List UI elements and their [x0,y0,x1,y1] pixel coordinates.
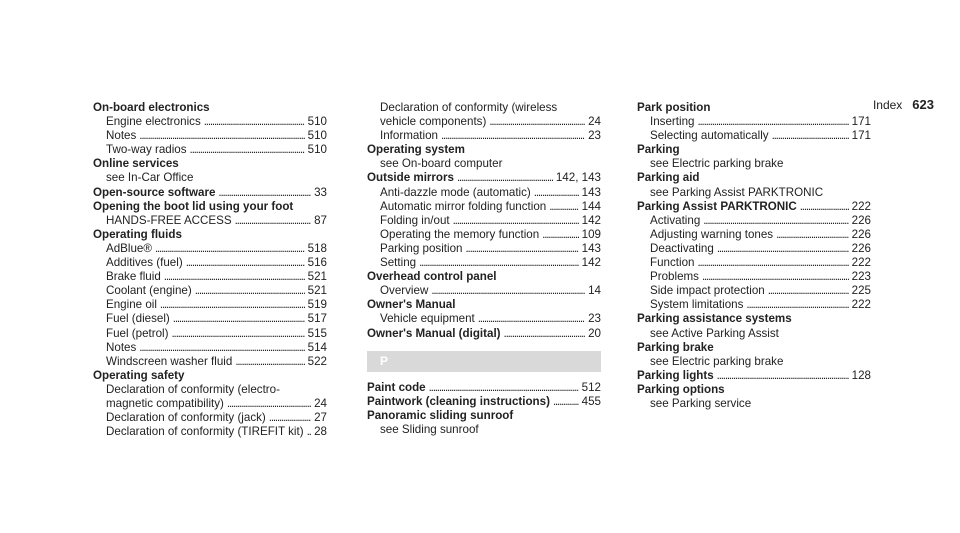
index-subentry-engine-electronics[interactable] [93,115,327,129]
page-reference[interactable]: 521 [307,284,327,298]
dot-leader [703,214,848,228]
dot-leader [800,200,849,214]
index-subentry-operating-the-memory-function[interactable] [367,228,601,242]
entry-label: see Electric parking brake [650,354,784,368]
index-subentry-activating[interactable] [637,214,871,228]
entry-label: vehicle components) [380,115,487,129]
dot-leader [190,143,305,157]
dot-leader [139,129,304,143]
index-subentry-problems[interactable] [637,270,871,284]
index-subentry-inserting[interactable] [637,115,871,129]
entry-label: Deactivating [650,241,714,255]
dot-leader [697,115,848,129]
entry-label: see On-board computer [380,157,503,171]
index-subentry-side-impact-protection[interactable] [637,284,871,298]
entry-label: Fuel (petrol) [106,326,169,340]
page-reference[interactable]: 518 [307,241,327,255]
index-subentry-deactivating[interactable] [637,242,871,256]
index-subentry-see-parking-service[interactable] [637,397,871,411]
page-reference[interactable]: 27 [314,411,327,425]
index-subentry-function[interactable] [637,256,871,270]
index-entry-operating-system[interactable] [367,143,601,157]
page-header [873,97,934,112]
entry-label: Operating system [367,143,465,157]
entry-label: Parking lights [637,368,714,382]
entry-label: Folding in/out [380,213,450,227]
dot-leader [453,214,579,228]
dot-leader [172,327,305,341]
entry-label: Function [650,256,695,270]
page-reference[interactable]: 226 [851,213,871,227]
index-entry-parking-lights[interactable] [637,369,871,383]
dot-leader [457,171,553,185]
entry-label: On-board electronics [93,101,210,114]
index-subentry-see-on-board-computer[interactable] [367,157,601,171]
index-label: Index [872,98,903,112]
entry-label: Brake fluid [106,270,161,284]
entry-label: Owner's Manual (digital) [367,326,501,340]
index-subentry-declaration-of-conformity-wireless[interactable] [367,101,601,115]
index-column-2 [367,101,601,437]
page-reference[interactable]: 24 [314,396,327,410]
index-subentry-fuel-petrol[interactable] [93,327,327,341]
entry-label: Parking aid [637,171,700,185]
entry-label: Engine electronics [106,115,201,129]
index-entry-parking[interactable] [637,143,871,157]
page-reference[interactable]: 222 [851,256,871,270]
index-subentry-see-sliding-sunroof[interactable] [367,423,601,437]
entry-label: Overhead control panel [367,270,497,284]
index-subentry-magnetic-compatibility[interactable] [93,397,327,411]
index-entry-operating-fluids[interactable] [93,228,327,242]
dot-leader [195,284,305,298]
dot-leader [429,381,579,395]
index-subentry-declaration-of-conformity-electro[interactable] [93,383,327,397]
index-entry-panoramic-sliding-sunroof[interactable] [367,409,601,423]
entry-label: Declaration of conformity (jack) [106,411,266,425]
index-subentry-setting[interactable] [367,256,601,270]
index-subentry-vehicle-components[interactable] [367,115,601,129]
index-entry-parking-brake[interactable] [637,341,871,355]
dot-leader [164,270,305,284]
page-reference[interactable]: 522 [307,354,327,368]
dot-leader [227,397,311,411]
index-column-3 [637,101,871,411]
entry-label: Adjusting warning tones [650,227,774,241]
index-subentry-vehicle-equipment[interactable] [367,312,601,326]
entry-label: Parking position [380,241,463,255]
dot-leader [419,256,579,270]
index-entry-paintwork-cleaning-instructions[interactable] [367,395,601,409]
index-subentry-adjusting-warning-tones[interactable] [637,228,871,242]
dot-leader [768,284,849,298]
page-reference[interactable]: 510 [307,115,327,129]
dot-leader [307,425,312,439]
dot-leader [173,312,305,326]
dot-leader [702,270,849,284]
page-reference[interactable]: 516 [307,256,327,270]
entry-label: see Parking Assist PARKTRONIC [650,185,824,199]
index-subentry-selecting-automatically[interactable] [637,129,871,143]
index-subentry-declaration-of-conformity-tirefit-kit[interactable] [93,425,327,439]
entry-label: Panoramic sliding sunroof [367,408,514,422]
entry-label: Engine oil [106,298,157,312]
dot-leader [441,129,585,143]
page-reference[interactable]: 223 [851,270,871,284]
page-reference[interactable]: 24 [588,115,601,129]
index-subentry-brake-fluid[interactable] [93,270,327,284]
dot-leader [160,298,305,312]
dot-leader [186,256,305,270]
page-reference[interactable]: 128 [851,368,871,382]
page-reference[interactable]: 171 [851,129,871,143]
index-subentry-additives-fuel[interactable] [93,256,327,270]
dot-leader [466,242,579,256]
entry-label: Operating safety [93,368,185,382]
index-subentry-coolant-engine[interactable] [93,284,327,298]
page-reference[interactable]: 222 [851,199,871,213]
index-subentry-notes[interactable] [93,129,327,143]
page-reference[interactable]: 28 [314,425,327,439]
entry-label: Opening the boot lid using your foot [93,199,294,213]
page-number: 623 [912,97,934,112]
index-subentry-see-parking-assist-parktronic[interactable] [637,186,871,200]
entry-label: Operating fluids [93,227,182,241]
index-subentry-see-active-parking-assist[interactable] [637,327,871,341]
index-subentry-parking-position[interactable] [367,242,601,256]
entry-label: Declaration of conformity (TIREFIT kit) [106,425,304,439]
page-reference[interactable]: 142 [581,213,601,227]
page-reference[interactable]: 109 [581,227,601,241]
entry-label: HANDS-FREE ACCESS [106,213,232,227]
dot-leader [204,115,305,129]
index-subentry-declaration-of-conformity-jack[interactable] [93,411,327,425]
entry-label: Information [380,129,438,143]
entry-label: see Active Parking Assist [650,326,779,340]
entry-label: Windscreen washer fluid [106,354,233,368]
entry-label: Vehicle equipment [380,312,475,326]
entry-label: Side impact protection [650,284,765,298]
dot-leader [534,186,579,200]
index-subentry-see-electric-parking-brake[interactable] [637,157,871,171]
dot-leader [269,411,311,425]
index-entry-paint-code[interactable] [367,381,601,395]
index-subentry-folding-in-out[interactable] [367,214,601,228]
dot-leader [431,284,585,298]
entry-label: Operating the memory function [380,227,540,241]
page-reference[interactable]: 519 [307,298,327,312]
dot-leader [697,256,848,270]
index-entry-operating-safety[interactable] [93,369,327,383]
entry-label: Park position [637,101,711,114]
dot-leader [139,341,304,355]
entry-label: Fuel (diesel) [106,312,170,326]
index-subentry-engine-oil[interactable] [93,298,327,312]
entry-label: Owner's Manual [367,298,456,312]
page-reference[interactable]: 144 [581,199,601,213]
entry-label: see Sliding sunroof [380,422,479,436]
entry-label: System limitations [650,298,744,312]
index-entry-on-board-electronics[interactable] [93,101,327,115]
page-reference[interactable]: 20 [588,326,601,340]
entry-label: Notes [106,129,137,143]
page-reference[interactable]: 512 [581,380,601,394]
index-entry-parking-assist-parktronic[interactable] [637,200,871,214]
page-reference[interactable]: 510 [307,129,327,143]
page-reference[interactable]: 171 [851,115,871,129]
entry-label: Inserting [650,115,695,129]
page-reference[interactable]: 33 [314,185,327,199]
entry-label: Parking [637,143,680,157]
index-subentry-anti-dazzle-mode-automatic[interactable] [367,186,601,200]
page-reference[interactable]: 14 [588,284,601,298]
index-entry-open-source-software[interactable] [93,186,327,200]
entry-label: Parking options [637,382,725,396]
page-reference[interactable]: 222 [851,298,871,312]
entry-label: see In-Car Office [106,171,194,185]
index-subentry-see-in-car-office[interactable] [93,171,327,185]
index-entry-owner-s-manual[interactable] [367,298,601,312]
dot-leader [772,129,849,143]
dot-leader [542,228,578,242]
index-entry-outside-mirrors[interactable] [367,171,601,185]
page-reference[interactable]: 23 [588,129,601,143]
index-entry-owner-s-manual-digital[interactable] [367,327,601,341]
index-subentry-hands-free-access[interactable] [93,214,327,228]
entry-label: AdBlue® [106,241,152,255]
index-column-1 [93,101,327,439]
index-entry-parking-aid[interactable] [637,171,871,185]
dot-leader [235,355,304,369]
page-reference[interactable]: 142 [581,256,601,270]
index-entry-park-position[interactable] [637,101,871,115]
entry-label: Overview [380,284,429,298]
index-subentry-notes[interactable] [93,341,327,355]
index-entry-overhead-control-panel[interactable] [367,270,601,284]
page-reference[interactable]: 510 [307,143,327,157]
dot-leader [549,200,578,214]
index-subentry-system-limitations[interactable] [637,298,871,312]
page-reference[interactable]: 517 [307,312,327,326]
dot-leader [553,395,579,409]
page-reference[interactable]: 226 [851,241,871,255]
dot-leader [489,115,585,129]
entry-label: Open-source software [93,185,216,199]
entry-label: Online services [93,157,179,171]
entry-label: Parking assistance systems [637,312,792,326]
page-reference[interactable]: 143 [581,241,601,255]
dot-leader [155,242,305,256]
index-subentry-fuel-diesel[interactable] [93,312,327,326]
entry-label: Activating [650,213,701,227]
index-subentry-automatic-mirror-folding-function[interactable] [367,200,601,214]
entry-label: Declaration of conformity (wireless [380,101,558,114]
page-reference[interactable]: 143 [581,185,601,199]
page-reference[interactable]: 226 [851,227,871,241]
entry-label: Automatic mirror folding function [380,199,547,213]
index-entry-opening-the-boot-lid-using-your-foot[interactable] [93,200,327,214]
index-subentry-see-electric-parking-brake[interactable] [637,355,871,369]
index-subentry-adblue[interactable] [93,242,327,256]
entry-label: Paintwork (cleaning instructions) [367,394,550,408]
page-reference[interactable]: 225 [851,284,871,298]
dot-leader [717,242,849,256]
dot-leader [235,214,311,228]
dot-leader [218,186,311,200]
dot-leader [504,327,586,341]
entry-label: magnetic compatibility) [106,396,224,410]
dot-leader [478,312,585,326]
index-entry-parking-options[interactable] [637,383,871,397]
index-subentry-two-way-radios[interactable] [93,143,327,157]
dot-leader [717,369,849,383]
dot-leader [776,228,849,242]
entry-label: Outside mirrors [367,171,454,185]
page-reference[interactable]: 142, 143 [555,171,601,185]
index-subentry-overview[interactable] [367,284,601,298]
entry-label: Two-way radios [106,143,187,157]
index-entry-parking-assistance-systems[interactable] [637,312,871,326]
dot-leader [746,298,848,312]
entry-label: Notes [106,340,137,354]
entry-label: Paint code [367,380,426,394]
entry-label: Parking Assist PARKTRONIC [637,199,797,213]
entry-label: Declaration of conformity (electro- [106,382,280,396]
page-reference[interactable]: 455 [581,394,601,408]
entry-label: Coolant (engine) [106,284,192,298]
entry-label: see Electric parking brake [650,157,784,171]
page-reference[interactable]: 23 [588,312,601,326]
page-reference[interactable]: 515 [307,326,327,340]
page-reference[interactable]: 87 [314,213,327,227]
entry-label: Parking brake [637,340,714,354]
entry-label: Additives (fuel) [106,256,183,270]
section-letter-p: P [367,351,601,372]
entry-label: see Parking service [650,396,752,410]
entry-label: Anti-dazzle mode (automatic) [380,185,531,199]
page-reference[interactable]: 514 [307,340,327,354]
page-reference[interactable]: 521 [307,270,327,284]
entry-label: Selecting automatically [650,129,769,143]
index-entry-online-services[interactable] [93,157,327,171]
index-subentry-windscreen-washer-fluid[interactable] [93,355,327,369]
entry-label: Setting [380,256,417,270]
entry-label: Problems [650,270,699,284]
index-subentry-information[interactable] [367,129,601,143]
